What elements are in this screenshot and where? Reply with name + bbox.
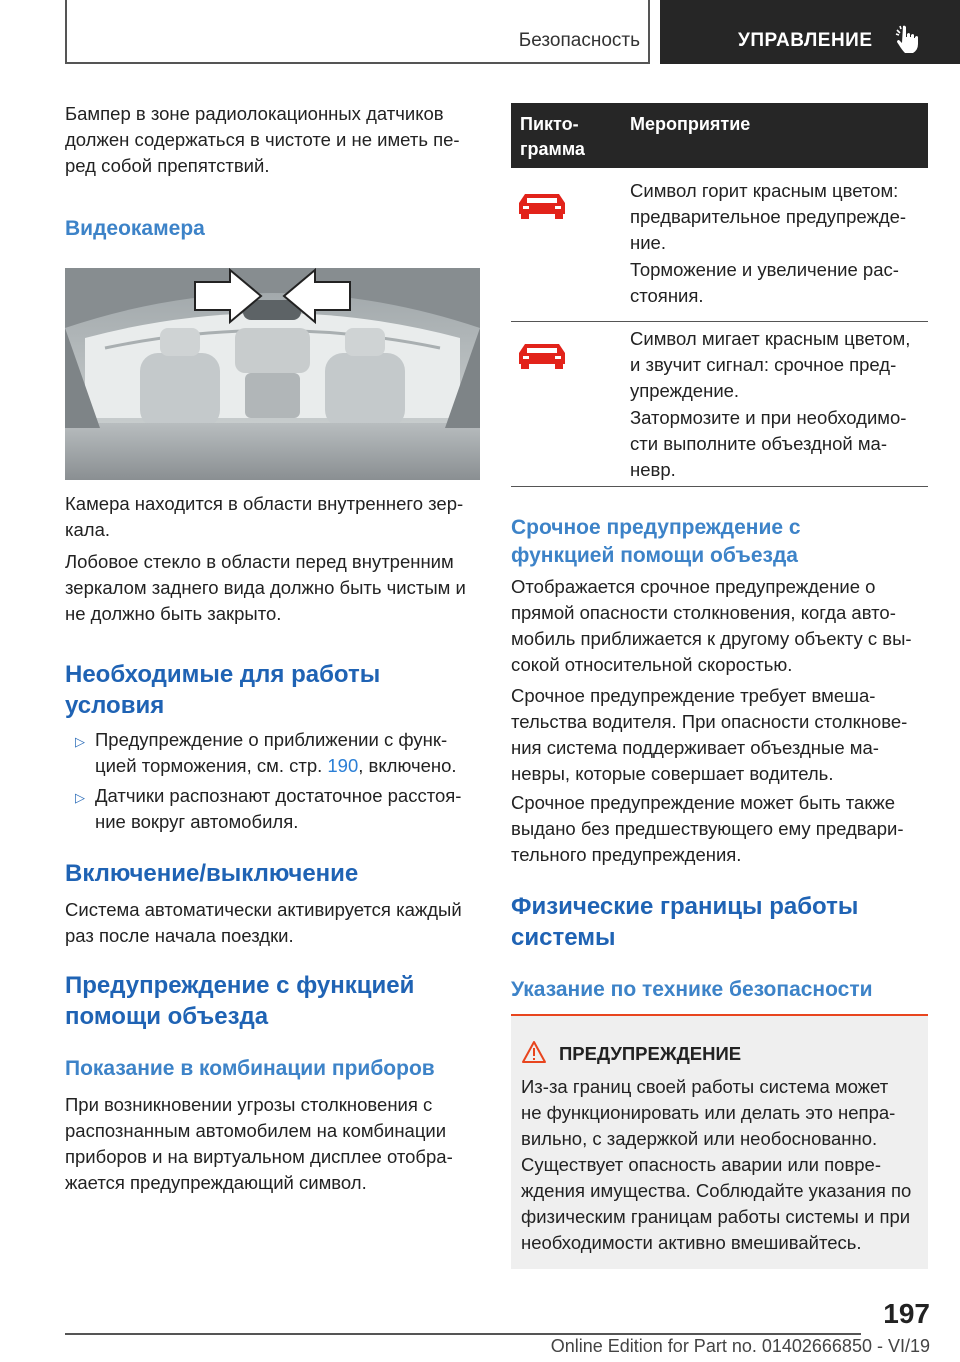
header-divider-mid [648,0,650,64]
instrument-display-heading: Показание в комбинации приборов [65,1057,435,1080]
intro-paragraph: Бампер в зоне радиолокационных датчиков должен содержаться в чистоте и не иметь пе- ред собой препятствий. [65,103,460,176]
table-row-action: Символ горит красным цветом: предварительное предупрежде- ние. [630,180,907,253]
instrument-display-paragraph: При возникновении угрозы столкновения с распознанным автомобилем на комбинации приборов и на виртуальном дисплее отобра- жается предупреждающий символ. [65,1094,453,1193]
urgent-paragraph-3: Срочное предупреждение может быть также выдано без предшествующего ему предвари- тельного предупреждения. [511,792,904,865]
header-chapter-label: УПРАВЛЕНИЕ [738,30,873,51]
urgent-paragraph-2: Срочное предупреждение требует вмеша- тельства водителя. При опасности столкнове- ния система поддерживает объездные ма- невры, которые совершает водитель. [511,685,908,784]
page-number: 197 [883,1298,930,1329]
conditions-heading: Необходимые для работы условия [65,661,381,719]
footer-rule [65,1333,861,1335]
page-reference-link[interactable]: 190 [327,755,359,776]
header-section-title: Безопасность [518,30,640,51]
limits-heading: Физические границы работы системы [511,893,859,951]
table-row-action: Символ мигает красным цветом, и звучит сигнал: срочное пред- упреждение. [630,328,911,401]
warning-function-heading: Предупреждение с функцией помощи объезда [65,972,415,1030]
table-bottom-rule [511,486,928,487]
car-warning-icon [515,190,569,220]
windshield-paragraph: Лобовое стекло в области перед внутренним зеркалом заднего вида должно быть чистым и не должно быть закрыто. [65,551,466,624]
hand-pointer-icon [893,24,921,54]
camera-heading: Видеокамера [65,217,205,240]
warning-text: Из-за границ своей работы система может не функционировать или делать это непра- вильно, с задержкой или необоснованно. Существует опасность аварии или повре- ждения имущества. Соблюдайте указания по физическим границам работы системы и при необходимости активно вмешивайтесь. [521,1076,912,1253]
onoff-heading: Включение/выключение [65,860,359,887]
table-row-divider [511,321,928,322]
condition-item: Датчики распознают достаточное расстоя- ние вокруг автомобиля. [95,785,462,832]
table-header-action: Мероприятие [630,114,751,134]
car-warning-icon [515,340,569,370]
header-divider-left [65,0,67,64]
table-header-pictogram: Пикто- грамма [520,114,585,159]
warning-triangle-icon [521,1040,547,1064]
camera-interior-image [65,268,480,480]
urgent-paragraph-1: Отображается срочное предупреждение о прямой опасности столкновения, когда авто- мобиль приближается к другому объекту с вы- сокой относительной скоростью. [511,576,912,675]
urgent-warning-heading: Срочное предупреждение с функцией помощи объезда [511,516,801,567]
footer-edition: Online Edition for Part no. 01402666850 - VI/19 [550,1336,930,1356]
safety-heading: Указание по технике безопасности [511,978,873,1001]
table-row-action-detail: Торможение и увеличение рас- стояния. [630,259,899,306]
table-row-action-detail: Затормозите и при необходимо- сти выполните объездной ма- невр. [630,407,907,480]
bullet-icon: ▷ [75,790,85,805]
bullet-icon: ▷ [75,734,85,749]
condition-item: Предупреждение о приближении с функ- цией торможения, см. стр. 190, включено. [95,729,457,776]
onoff-paragraph: Система автоматически активируется каждый раз после начала поездки. [65,899,462,946]
header-underline [65,62,650,64]
warning-title: ПРЕДУПРЕЖДЕНИЕ [559,1043,742,1064]
camera-location-paragraph: Камера находится в области внутреннего зер- кала. [65,493,464,540]
